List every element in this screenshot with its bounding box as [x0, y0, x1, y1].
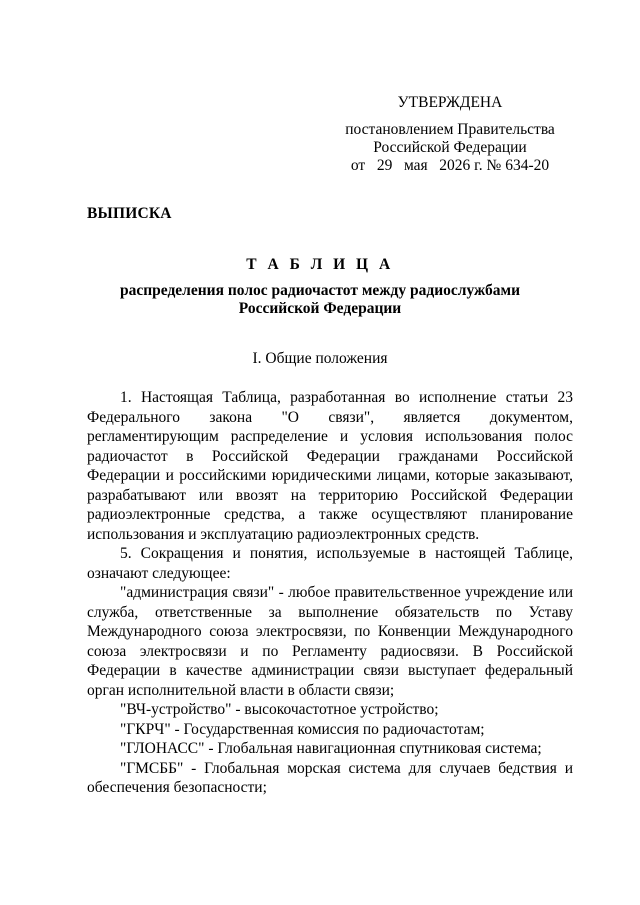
- paragraph-5: 5. Сокращения и понятия, используемые в настоящей Таблице, означают следующее:: [87, 545, 573, 582]
- approval-line-2: Российской Федерации: [373, 139, 527, 156]
- paragraph-1: 1. Настоящая Таблица, разработанная во исполнение статьи 23 Федерального закона "О связи", является документом, регламентирующим распределение и условия использования полос радиочастот в Российской Федерации гражданами Российской Федерации и российскими юридическими лицами, которые заказывают, разрабатывают или ввозят на территорию Российской Федерации радиоэлектронные средства, а также осуществляют планирование использования и эксплуатацию радиоэлектронных средств.: [87, 389, 573, 543]
- definition-gkrch: "ГКРЧ" - Государственная комиссия по радиочастотам;: [120, 720, 485, 738]
- definition-glonass: "ГЛОНАСС" - Глобальная навигационная спутниковая система;: [120, 740, 542, 757]
- approval-stamp: [330, 94, 570, 175]
- approval-line-1: постановлением Правительства: [345, 121, 555, 138]
- definition-communications-administration: "администрация связи" - любое правительственное учреждение или служба, ответственные за выполнение обязательств по Уставу Международного союза электросвязи, по Конвенции Международного союза электросвязи и по Регламенту радиосвязи. В Российской Федерации в качестве администрации связи выступает федеральный орган исполнительной власти в области связи;: [87, 584, 573, 699]
- approval-title: УТВЕРЖДЕНА: [397, 94, 503, 111]
- section-title: I. Общие положения: [252, 350, 388, 367]
- definition-hf-device: "ВЧ-устройство" - высокочастотное устройство;: [120, 701, 439, 718]
- definition-gmssb: "ГМСББ" - Глобальная морская система для случаев бедствия и обеспечения безопасности;: [87, 759, 573, 796]
- approval-line-3: от 29 мая 2026 г. № 634-20: [350, 157, 550, 174]
- document-body: [87, 388, 573, 798]
- heading-title: Т А Б Л И Ц А: [246, 256, 394, 273]
- heading-subtitle-line-2: Российской Федерации: [238, 300, 402, 317]
- excerpt-label: ВЫПИСКА: [87, 205, 172, 222]
- document-heading: [87, 256, 553, 318]
- heading-subtitle-line-1: распределения полос радиочастот между радиослужбами: [119, 282, 521, 299]
